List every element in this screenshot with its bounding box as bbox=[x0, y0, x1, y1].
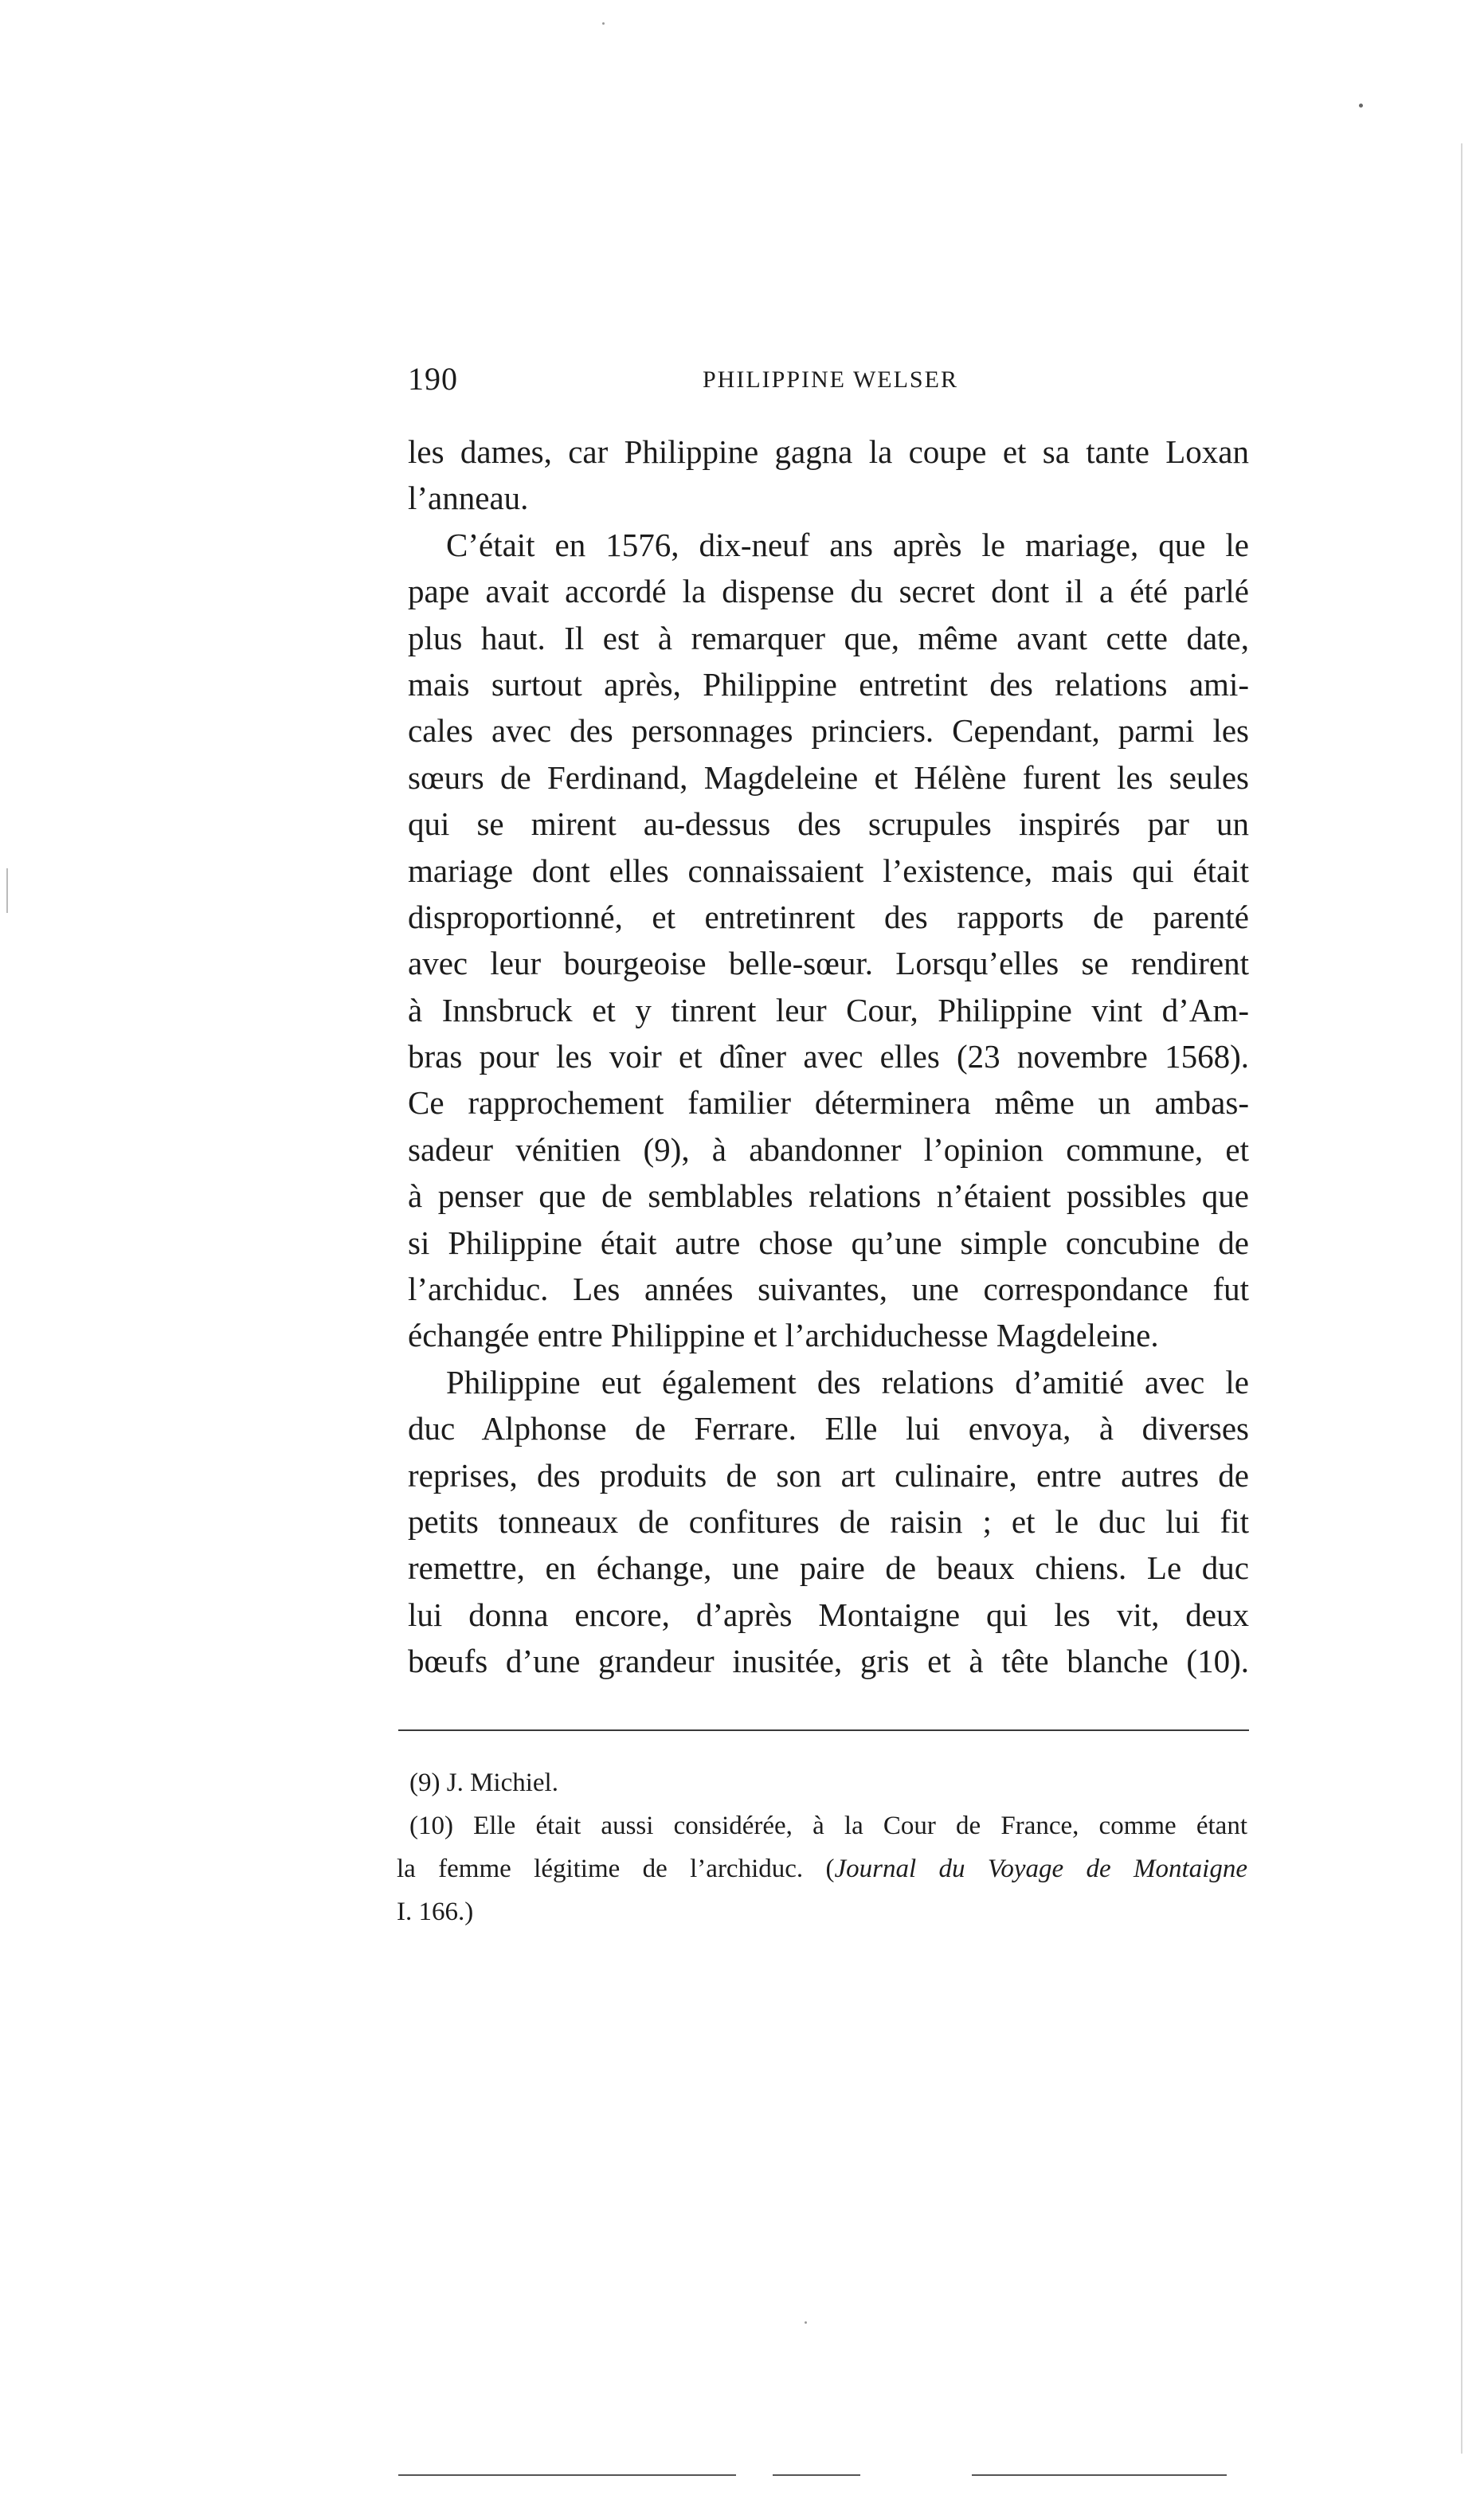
text-line: à penser que de semblables relations n’étaient possibles que bbox=[408, 1177, 1249, 1215]
footnote-9: (9) J. Michiel. bbox=[409, 1768, 558, 1797]
page-number: 190 bbox=[408, 361, 458, 397]
text-line: Philippine eut également des relations d’amitié avec le bbox=[446, 1363, 1249, 1400]
footnote-10-line: (10) Elle était aussi considérée, à la Cour de France, comme étant bbox=[409, 1812, 1247, 1840]
text-line: l’anneau. bbox=[408, 480, 529, 517]
text-line: petits tonneaux de confitures de raisin ; et le duc lui fit bbox=[408, 1502, 1249, 1540]
text-line: avec leur bourgeoise belle-sœur. Lorsqu’elles se rendirent bbox=[408, 945, 1249, 982]
scan-mark bbox=[805, 2321, 807, 2324]
text-line: bras pour les voir et dîner avec elles (23 novembre 1568). bbox=[408, 1038, 1249, 1075]
text-line: qui se mirent au-dessus des scrupules inspirés par un bbox=[408, 805, 1249, 843]
footnote-10-text: la femme légitime de l’archiduc. ( bbox=[397, 1855, 835, 1883]
scan-mark bbox=[6, 868, 8, 913]
text-line: les dames, car Philippine gagna la coupe et sa tante Loxan bbox=[408, 433, 1249, 470]
text-line: échangée entre Philippine et l’archiduchesse Magdeleine. bbox=[408, 1317, 1159, 1354]
text-line: à Innsbruck et y tinrent leur Cour, Philippine vint d’Am- bbox=[408, 991, 1249, 1028]
scan-mark bbox=[1359, 104, 1363, 108]
text-line: pape avait accordé la dispense du secret dont il a été parlé bbox=[408, 573, 1249, 610]
scan-mark bbox=[1461, 143, 1462, 2454]
text-line: cales avec des personnages princiers. Cependant, parmi les bbox=[408, 712, 1249, 750]
text-line: si Philippine était autre chose qu’une simple concubine de bbox=[408, 1224, 1249, 1261]
text-line: lui donna encore, d’après Montaigne qui les vit, deux bbox=[408, 1596, 1249, 1633]
text-line: Ce rapprochement familier déterminera même un ambas- bbox=[408, 1084, 1249, 1122]
text-line: plus haut. Il est à remarquer que, même avant cette date, bbox=[408, 619, 1249, 656]
text-line: bœufs d’une grandeur inusitée, gris et à tête blanche (10). bbox=[408, 1643, 1249, 1680]
footnotes bbox=[397, 1761, 1247, 1933]
text-line: remettre, en échange, une paire de beaux chiens. Le duc bbox=[408, 1549, 1249, 1587]
footnote-divider bbox=[398, 1729, 1249, 1731]
scan-line bbox=[398, 2474, 736, 2476]
bottom-scan-lines bbox=[398, 2474, 1259, 2476]
text-line: l’archiduc. Les années suivantes, une correspondance fut bbox=[408, 1271, 1249, 1308]
scan-line bbox=[972, 2474, 1227, 2476]
text-line: sœurs de Ferdinand, Magdeleine et Hélène furent les seules bbox=[408, 758, 1249, 796]
page-header bbox=[408, 360, 1252, 408]
text-line: sadeur vénitien (9), à abandonner l’opinion commune, et bbox=[408, 1130, 1249, 1168]
scan-mark bbox=[602, 22, 605, 25]
text-line: mariage dont elles connaissaient l’existence, mais qui était bbox=[408, 852, 1249, 889]
footnote-10-title: Journal du Voyage de Montaigne bbox=[834, 1855, 1247, 1883]
footnote-10-line: I. 166.) bbox=[397, 1898, 474, 1926]
running-title: PHILIPPINE WELSER bbox=[703, 366, 958, 393]
scan-line bbox=[773, 2474, 860, 2476]
text-line: mais surtout après, Philippine entretint des relations ami- bbox=[408, 665, 1249, 703]
text-line: reprises, des produits de son art culinaire, entre autres de bbox=[408, 1456, 1249, 1494]
text-line: duc Alphonse de Ferrare. Elle lui envoya, à diverses bbox=[408, 1410, 1249, 1447]
footnote-10-line bbox=[397, 1847, 1247, 1890]
text-line: C’était en 1576, dix-neuf ans après le mariage, que le bbox=[446, 526, 1249, 563]
body-text bbox=[408, 429, 1249, 1685]
text-line: disproportionné, et entretinrent des rapports de parenté bbox=[408, 898, 1249, 935]
